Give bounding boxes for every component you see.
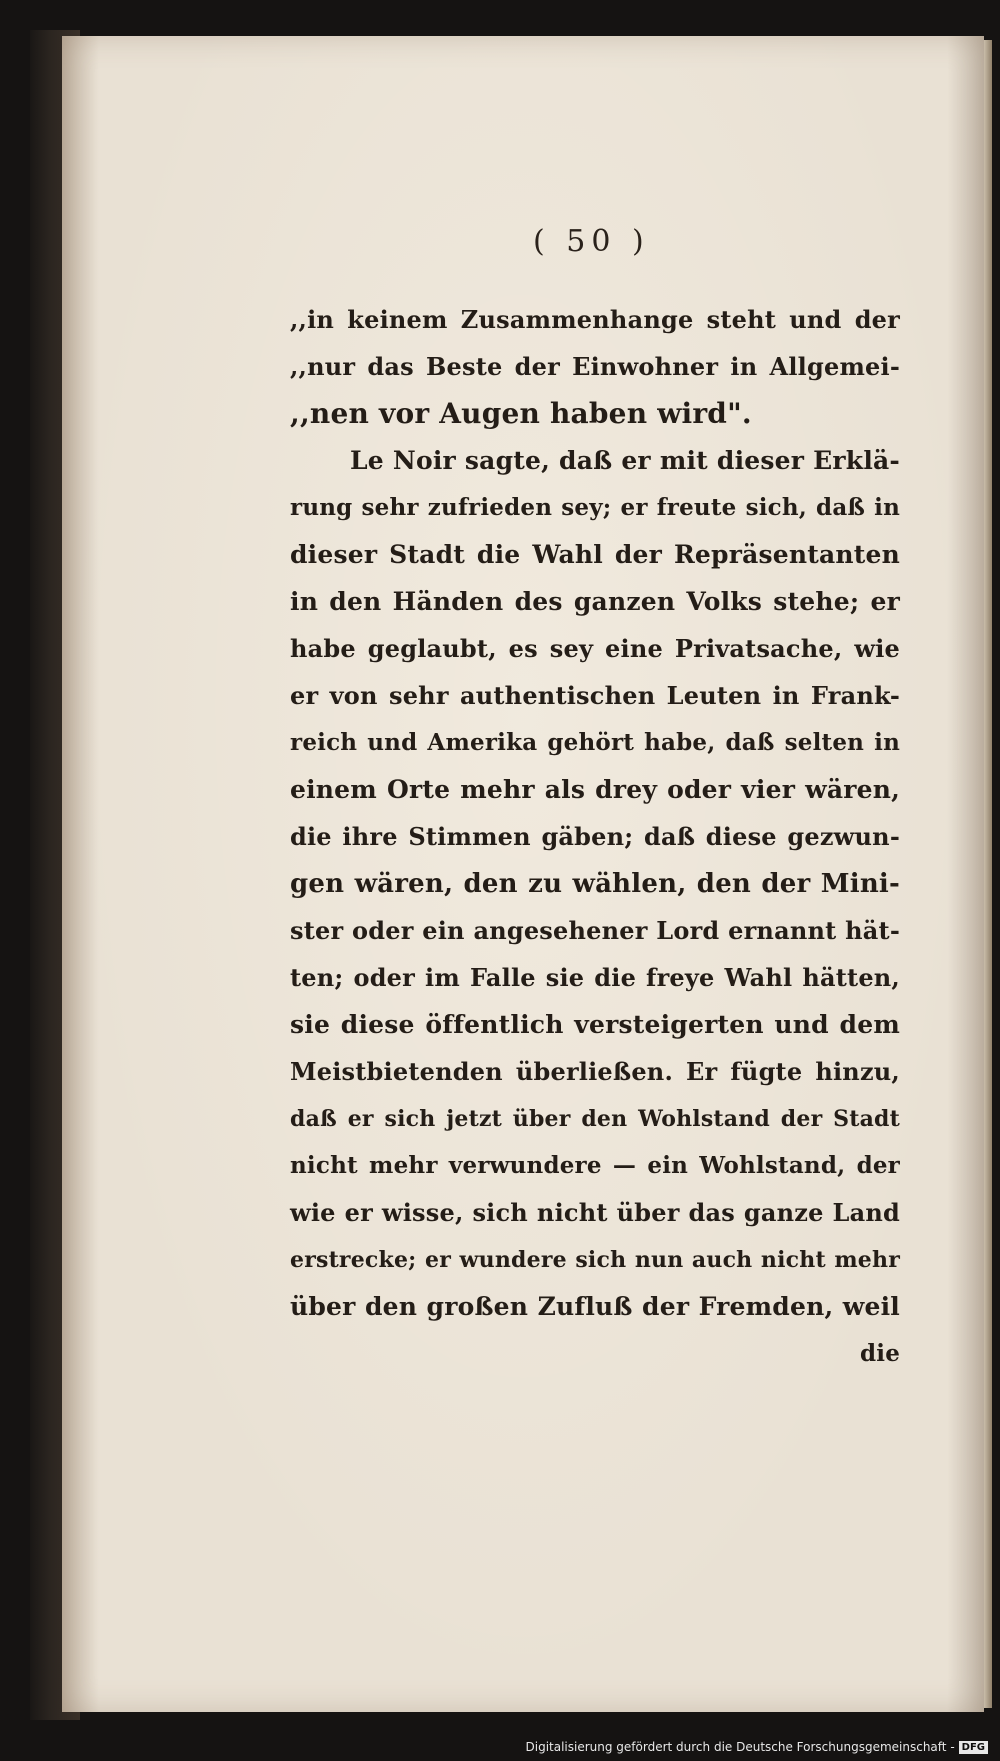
page-number: ( 50 )	[533, 224, 650, 259]
text-line: Meistbietenden überließen. Er fügte hinzu,	[290, 1057, 900, 1086]
text-line: ten; oder im Falle sie die freye Wahl hätten,	[290, 963, 900, 992]
text-line: gen wären, den zu wählen, den der Mini-	[290, 869, 900, 899]
digitization-credit	[526, 1740, 989, 1754]
text-line: rung sehr zufrieden sey; er freute sich, daß in	[290, 494, 900, 521]
text-line: er von sehr authentischen Leuten in Frank-	[290, 681, 900, 710]
text-line: Le Noir sagte, daß er mit dieser Erklä-	[350, 446, 900, 475]
text-line: ,,nen vor Augen haben wird".	[290, 397, 752, 430]
text-line: ,,in keinem Zusammenhange steht und der	[290, 305, 900, 334]
text-line: wie er wisse, sich nicht über das ganze Land	[290, 1198, 900, 1227]
text-line: daß er sich jetzt über den Wohlstand der Stadt	[290, 1106, 900, 1132]
text-line: über den großen Zufluß der Fremden, weil	[290, 1292, 900, 1321]
catchword: die	[860, 1340, 901, 1367]
text-line: sie diese öffentlich versteigerten und dem	[290, 1010, 900, 1039]
page-edge	[984, 40, 992, 1708]
text-line: habe geglaubt, es sey eine Privatsache, wie	[290, 634, 900, 663]
credit-text: Digitalisierung gefördert durch die Deutsche Forschungsgemeinschaft -	[525, 1740, 955, 1754]
text-line: reich und Amerika gehört habe, daß selten in	[290, 729, 900, 756]
text-line: dieser Stadt die Wahl der Repräsentanten	[290, 540, 900, 569]
text-line: einem Orte mehr als drey oder vier wären,	[290, 775, 900, 804]
text-line: die ihre Stimmen gäben; daß diese gezwun-	[290, 822, 900, 851]
text-line: ster oder ein angesehener Lord ernannt hät-	[290, 916, 900, 945]
text-line: ,,nur das Beste der Einwohner in Allgemei-	[290, 352, 900, 381]
dfg-logo-icon: DFG	[959, 1741, 988, 1754]
text-line: nicht mehr verwundere — ein Wohlstand, der	[290, 1152, 900, 1179]
text-line: in den Händen des ganzen Volks stehe; er	[290, 587, 900, 616]
text-line: erstrecke; er wundere sich nun auch nicht mehr	[290, 1247, 900, 1273]
